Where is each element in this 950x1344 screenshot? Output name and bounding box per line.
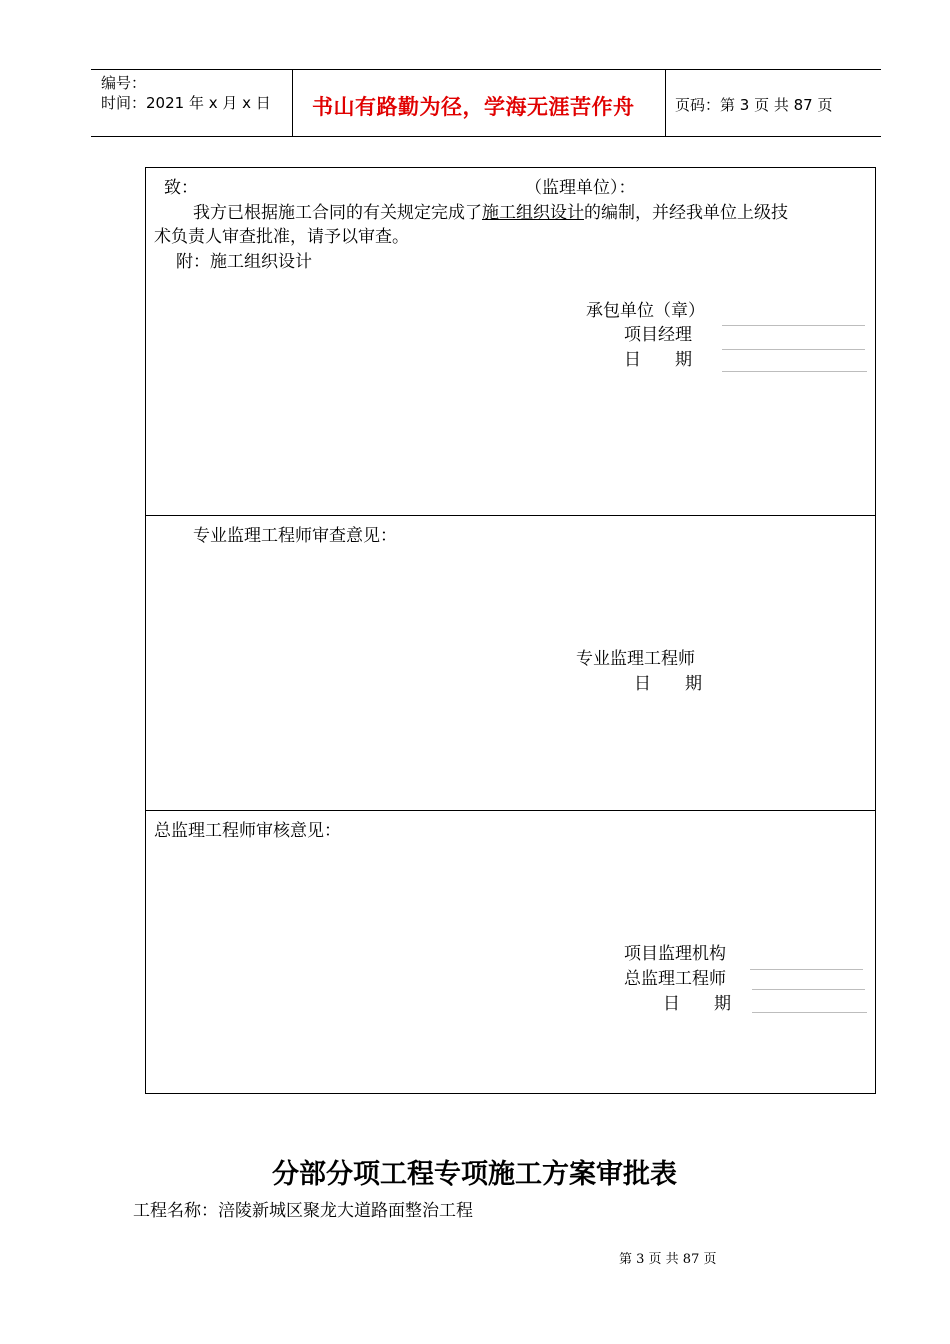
- specialty-engineer-label: 专业监理工程师: [576, 649, 695, 669]
- specialty-review-title: 专业监理工程师审查意见：: [193, 526, 397, 546]
- header-bottom-rule: [91, 136, 881, 137]
- addressee-prefix: 致：: [164, 178, 198, 198]
- chief-review-title: 总监理工程师审核意见：: [154, 821, 341, 841]
- submission-text-line1: [193, 198, 788, 223]
- contractor-seal-label: 承包单位（章）: [586, 301, 705, 321]
- form-row-divider-2: [146, 810, 875, 811]
- header-motto: 书山有路勤为径，学海无涯苦作舟: [312, 94, 635, 119]
- project-manager-label: 项目经理: [624, 325, 692, 345]
- chief-date-label: 日 期: [663, 994, 731, 1014]
- header-top-rule: [91, 69, 881, 70]
- header-time: 时间：2021 年 x 月 x 日: [101, 94, 271, 112]
- specialty-date-label: 日 期: [634, 674, 702, 694]
- project-name: 工程名称：涪陵新城区聚龙大道路面整治工程: [133, 1201, 473, 1221]
- approval-form: [145, 167, 876, 1094]
- submission-text-part1: 我方已根据施工合同的有关规定完成了: [193, 203, 482, 223]
- attachment-note: 附：施工组织设计: [176, 252, 312, 272]
- form-row-divider-1: [146, 515, 875, 516]
- footer-page-number: 第 3 页 共 87 页: [619, 1252, 717, 1267]
- chief-extra-line: [752, 1012, 867, 1013]
- header-divider-right: [665, 69, 666, 136]
- serial-number-label: 编号：: [101, 74, 147, 92]
- supervision-org-label: 项目监理机构: [624, 944, 726, 964]
- project-manager-signature-line[interactable]: [722, 325, 865, 326]
- chief-date-line[interactable]: [752, 989, 865, 990]
- next-form-title: 分部分项工程专项施工方案审批表: [272, 1159, 677, 1190]
- chief-engineer-label: 总监理工程师: [624, 969, 726, 989]
- chief-engineer-signature-line[interactable]: [750, 969, 863, 970]
- submission-text-line2: 术负责人审查批准，请予以审查。: [154, 227, 409, 247]
- header-divider-left: [292, 69, 293, 136]
- submission-text-part2: 的编制，并经我单位上级技: [584, 203, 788, 223]
- contractor-extra-line: [722, 371, 867, 372]
- contractor-date-line[interactable]: [722, 349, 865, 350]
- submission-document-name: 施工组织设计: [482, 203, 584, 223]
- addressee-supervisor-unit: （监理单位）：: [525, 178, 636, 198]
- header-page-number: 页码：第 3 页 共 87 页: [675, 96, 833, 114]
- contractor-date-label: 日 期: [624, 350, 692, 370]
